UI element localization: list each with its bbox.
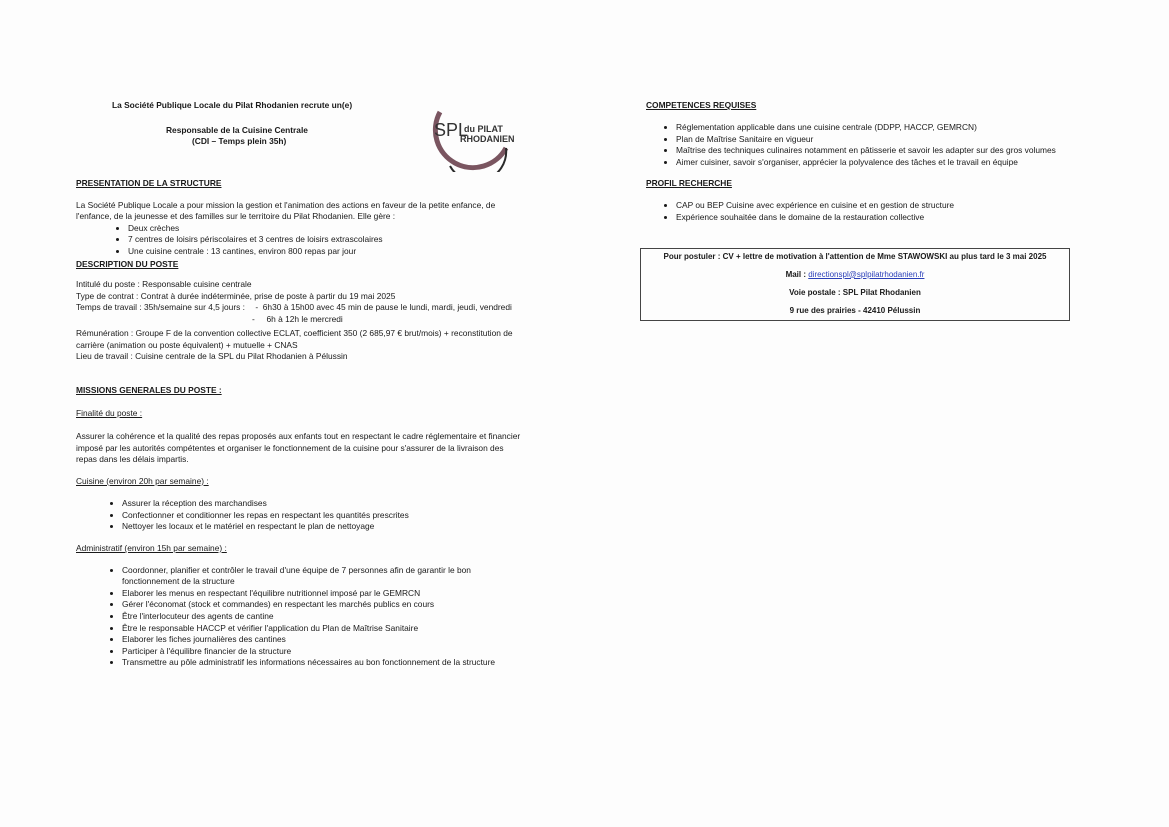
profil-list: [646, 200, 1066, 223]
postuler-box: [640, 248, 1070, 321]
finalite-heading: Finalité du poste :: [76, 407, 143, 418]
list-item: • Plan de Maîtrise Sanitaire en vigueur: [676, 134, 1066, 146]
finalite-text: Assurer la cohérence et la qualité des repas proposés aux enfants tout en respectant le cadre réglementaire et financier imposé par les autorités compétentes et organiser le fonctionnement de la cuisine pour s'assurer de la livraison des repas dans les délais impartis.: [76, 431, 521, 465]
left-column: [76, 100, 536, 669]
list-item: • Une cuisine centrale : 13 cantines, environ 800 repas par jour: [128, 246, 536, 258]
horaire-2: 6h à 12h le mercredi: [266, 313, 343, 324]
description-remuneration: Rémunération : Groupe F de la convention collective ECLAT, coefficient 350 (2 685,97 € brut/mois) + reconstitution de carrière (animation ou poste équivalent) + mutuelle + CNAS: [76, 328, 513, 350]
postuler-voie: Voie postale : SPL Pilat Rhodanien: [789, 287, 921, 297]
list-item: • Gérer l'économat (stock et commandes) en respectant les marchés publics en cours: [122, 599, 482, 611]
postuler-adresse: 9 rue des prairies - 42410 Pélussin: [789, 305, 921, 315]
list-item: • Participer à l'équilibre financier de la structure: [122, 646, 482, 658]
list-item: • 7 centres de loisirs périscolaires et 3 centres de loisirs extrascolaires: [128, 234, 536, 246]
admin-list: [76, 564, 496, 669]
presentation-list: [76, 223, 536, 258]
header-line3: (CDI – Temps plein 35h): [192, 136, 287, 146]
missions-heading: MISSIONS GENERALES DU POSTE :: [76, 384, 222, 395]
list-item: • Coordonner, planifier et contrôler le travail d'une équipe de 7 personnes afin de garantir le bon fonctionnement de la structure: [122, 565, 482, 588]
logo-name1: du PILAT: [464, 124, 503, 134]
profil-heading: PROFIL RECHERCHE: [646, 178, 732, 189]
list-item: • Nettoyer les locaux et le matériel en respectant le plan de nettoyage: [122, 521, 536, 533]
logo-letters: SPL: [434, 120, 469, 140]
cuisine-list: [76, 498, 536, 533]
competences-list: [646, 122, 1066, 168]
list-item: • Être l'interlocuteur des agents de cantine: [122, 611, 482, 623]
description-lieu: Lieu de travail : Cuisine centrale de la SPL du Pilat Rhodanien à Pélussin: [76, 351, 348, 362]
horaire-1: 6h30 à 15h00 avec 45 min de pause le lundi, mardi, jeudi, vendredi: [262, 302, 512, 313]
list-item: • Maîtrise des techniques culinaires notamment en pâtisserie et savoir les adapter sur des gros volumes: [676, 145, 1066, 157]
description-horaire2: - 6h à 12h le mercredi: [252, 313, 343, 324]
list-item: • Confectionner et conditionner les repas en respectant les quantités prescrites: [122, 510, 536, 522]
list-item: • Deux crèches: [128, 223, 536, 235]
list-item: • CAP ou BEP Cuisine avec expérience en cuisine et en gestion de structure: [676, 200, 1066, 212]
description-temps: Temps de travail : 35h/semaine sur 4,5 jours : - 6h30 à 15h00 avec 45 min de pause le lundi, mardi, jeudi, vendredi: [76, 302, 512, 313]
list-item: • Elaborer les menus en respectant l'équilibre nutritionnel imposé par le GEMRCN: [122, 588, 482, 600]
list-item: • Expérience souhaitée dans le domaine de la restauration collective: [676, 212, 1066, 224]
description-contrat: Type de contrat : Contrat à durée indéterminée, prise de poste à partir du 19 mai 2025: [76, 290, 396, 301]
list-item: • Être le responsable HACCP et vérifier l'application du Plan de Maîtrise Sanitaire: [122, 623, 482, 635]
right-column: [646, 100, 1066, 321]
description-heading: DESCRIPTION DU POSTE: [76, 259, 179, 270]
list-item: • Transmettre au pôle administratif les informations nécessaires au bon fonctionnement de la structure: [122, 657, 482, 669]
admin-heading: Administratif (environ 15h par semaine) :: [76, 543, 227, 554]
presentation-intro: La Société Publique Locale a pour mission la gestion et l'animation des actions en faveur de la petite enfance, de l'enfance, de la jeunesse et des familles sur le territoire du Pilat Rhodanien. Elle gère :: [76, 199, 496, 221]
cuisine-heading: Cuisine (environ 20h par semaine) :: [76, 475, 209, 486]
list-item: • Assurer la réception des marchandises: [122, 498, 536, 510]
header-line2: Responsable de la Cuisine Centrale: [166, 124, 308, 135]
description-intitule: Intitulé du poste : Responsable cuisine centrale: [76, 279, 252, 290]
competences-heading: COMPETENCES REQUISES: [646, 100, 757, 110]
logo-name2: RHODANIEN: [460, 134, 515, 144]
list-item: • Aimer cuisiner, savoir s'organiser, apprécier la polyvalence des tâches et le travail en équipe: [676, 157, 1066, 169]
mail-link[interactable]: directionspl@splpilatrhodanien.fr: [808, 269, 925, 279]
list-item: • Réglementation applicable dans une cuisine centrale (DDPP, HACCP, GEMRCN): [676, 122, 1066, 134]
presentation-heading: PRESENTATION DE LA STRUCTURE: [76, 177, 222, 188]
mail-label: Mail :: [785, 269, 807, 279]
postuler-line1: Pour postuler : CV + lettre de motivation à l'attention de Mme STAWOWSKI au plus tard le 3 mai 2025: [663, 251, 1047, 261]
postuler-mail: [645, 269, 1065, 280]
temps-label: Temps de travail : 35h/semaine sur 4,5 jours :: [76, 302, 245, 313]
list-item: • Elaborer les fiches journalières des cantines: [122, 634, 482, 646]
header-line1: La Société Publique Locale du Pilat Rhodanien recrute un(e): [112, 100, 353, 110]
